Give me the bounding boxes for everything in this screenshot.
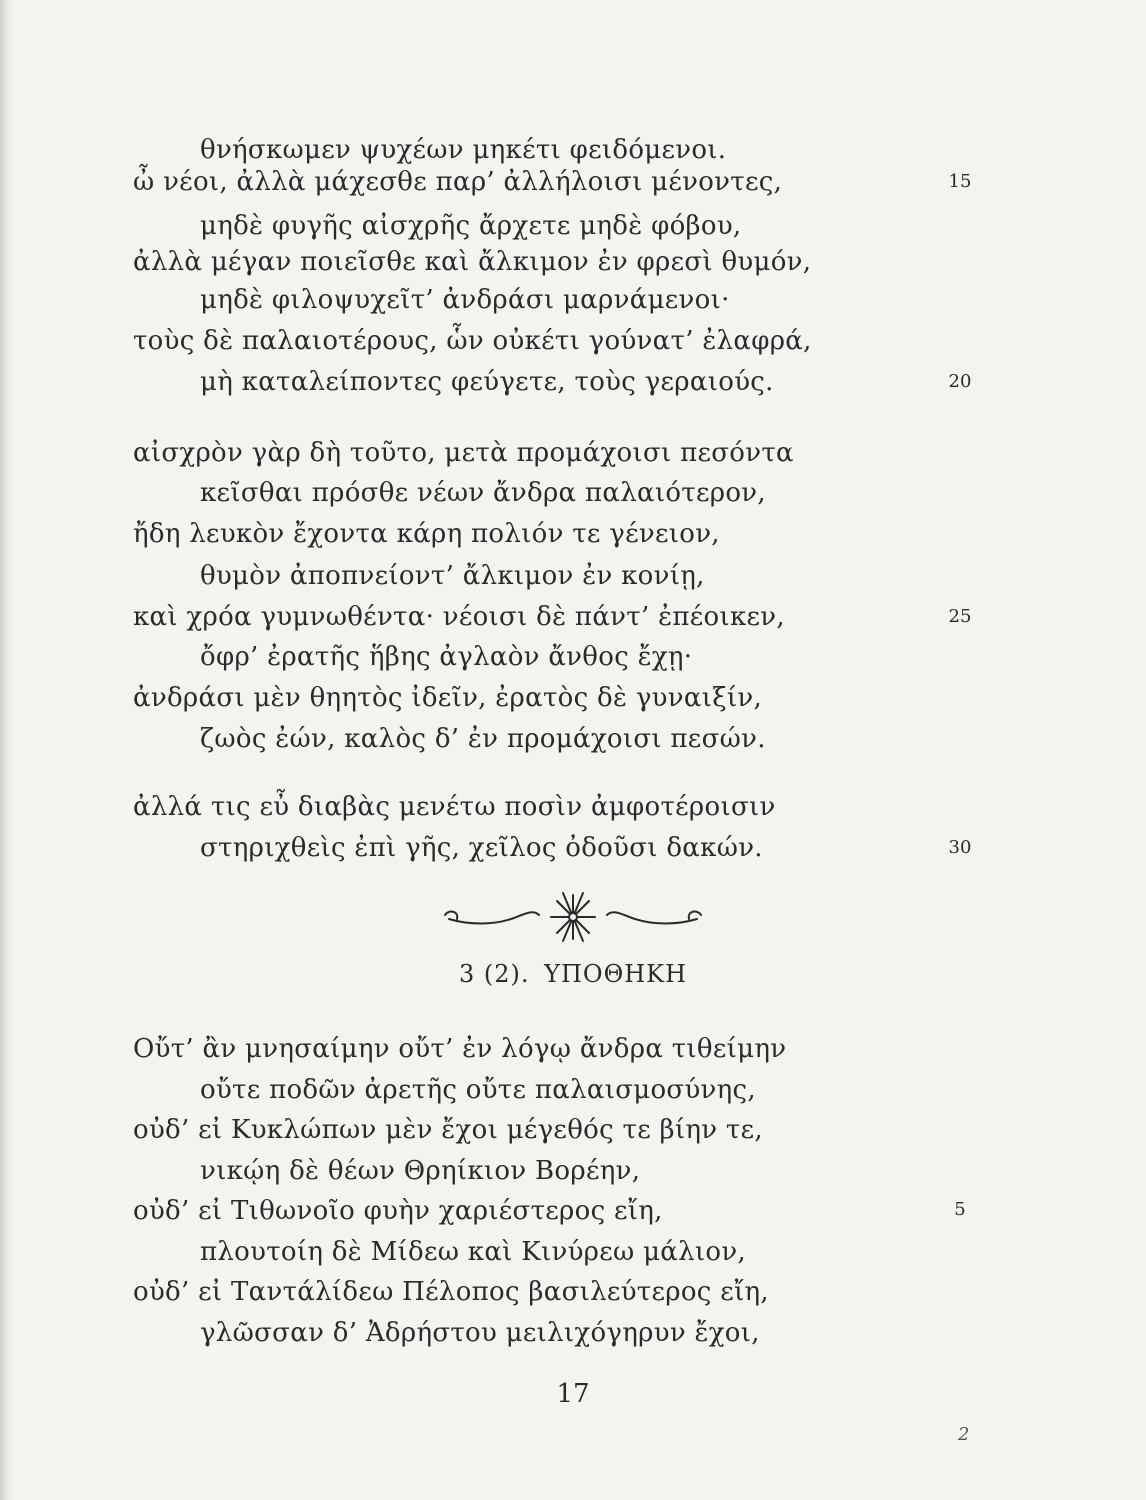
verse-line: μηδὲ φιλοψυχεῖτ’ ἀνδράσι μαρνάμενοι·: [200, 285, 730, 315]
verse-line: καὶ χρόα γυμνωθέντα· νέοισι δὲ πάντ’ ἐπέοικεν,: [133, 602, 785, 632]
verse-line: Οὔτ’ ἂν μνησαίμην οὔτ’ ἐν λόγῳ ἄνδρα τιθείμην: [133, 1034, 787, 1064]
verse-line: οὔτε ποδῶν ἀρετῆς οὔτε παλαισμοσύνης,: [200, 1075, 756, 1105]
verse-line: ἀλλά τις εὖ διαβὰς μενέτω ποσὶν ἀμφοτέροισιν: [133, 792, 776, 822]
verse-line: ζωὸς ἐών, καλὸς δ’ ἐν προμάχοισι πεσών.: [200, 724, 766, 754]
poem-heading: [0, 958, 1146, 990]
verse-line: αἰσχρὸν γὰρ δὴ τοῦτο, μετὰ προμάχοισι πεσόντα: [133, 438, 794, 468]
page-edge: [0, 0, 14, 1500]
verse-line: ἤδη λευκὸν ἔχοντα κάρη πολιόν τε γένειον,: [133, 519, 720, 549]
verse-line: μὴ καταλείποντες φεύγετε, τοὺς γεραιούς.: [200, 367, 774, 397]
verse-line: θυμὸν ἀποπνείοντ’ ἄλκιμον ἐν κονίῃ,: [200, 561, 705, 591]
line-number: 20: [948, 371, 972, 392]
verse-line: θνήσκωμεν ψυχέων μηκέτι φειδόμενοι.: [200, 135, 727, 165]
verse-line: γλῶσσαν δ’ Ἀδρήστου μειλιχόγηρυν ἔχοι,: [200, 1318, 760, 1348]
verse-line: ὄφρ’ ἐρατῆς ἥβης ἀγλαὸν ἄνθος ἔχῃ·: [200, 642, 693, 672]
verse-line: ἀλλὰ μέγαν ποιεῖσθε καὶ ἄλκιμον ἐν φρεσὶ θυμόν,: [133, 247, 812, 277]
verse-line: οὐδ’ εἰ Κυκλώπων μὲν ἔχοι μέγεθός τε βίην τε,: [133, 1115, 763, 1145]
poem-number: 3 (2).: [458, 960, 530, 988]
verse-line: ὦ νέοι, ἀλλὰ μάχεσθε παρ’ ἀλλήλοισι μένοντες,: [133, 167, 783, 197]
poem-title: ΥΠΟΘΗΚΗ: [544, 960, 688, 988]
verse-line: μηδὲ φυγῆς αἰσχρῆς ἄρχετε μηδὲ φόβου,: [200, 211, 742, 241]
line-number: 30: [948, 837, 972, 858]
verse-line: ἀνδράσι μὲν θηητὸς ἰδεῖν, ἐρατὸς δὲ γυναιξίν,: [133, 683, 763, 713]
verse-line: τοὺς δὲ παλαιοτέρους, ὧν οὐκέτι γούνατ’ ἐλαφρά,: [133, 326, 812, 356]
sheet-mark: 2: [958, 1424, 970, 1445]
verse-line: κεῖσθαι πρόσθε νέων ἄνδρα παλαιότερον,: [200, 478, 766, 508]
line-number: 5: [954, 1199, 966, 1220]
verse-line: οὐδ’ εἰ Ταντάλίδεω Πέλοπος βασιλεύτερος εἴη,: [133, 1277, 769, 1307]
verse-line: οὐδ’ εἰ Τιθωνοῖο φυὴν χαριέστερος εἴη,: [133, 1196, 663, 1226]
line-number: 15: [948, 171, 972, 192]
verse-line: πλουτοίη δὲ Μίδεω καὶ Κινύρεω μάλιον,: [200, 1237, 747, 1267]
verse-line: νικῴη δὲ θέων Θρηίκιον Βορέην,: [200, 1156, 641, 1186]
line-number: 25: [948, 606, 972, 627]
ornament-divider: [441, 885, 705, 949]
page-number: 17: [556, 1379, 590, 1409]
verse-line: στηριχθεὶς ἐπὶ γῆς, χεῖλος ὀδοῦσι δακών.: [200, 833, 763, 863]
